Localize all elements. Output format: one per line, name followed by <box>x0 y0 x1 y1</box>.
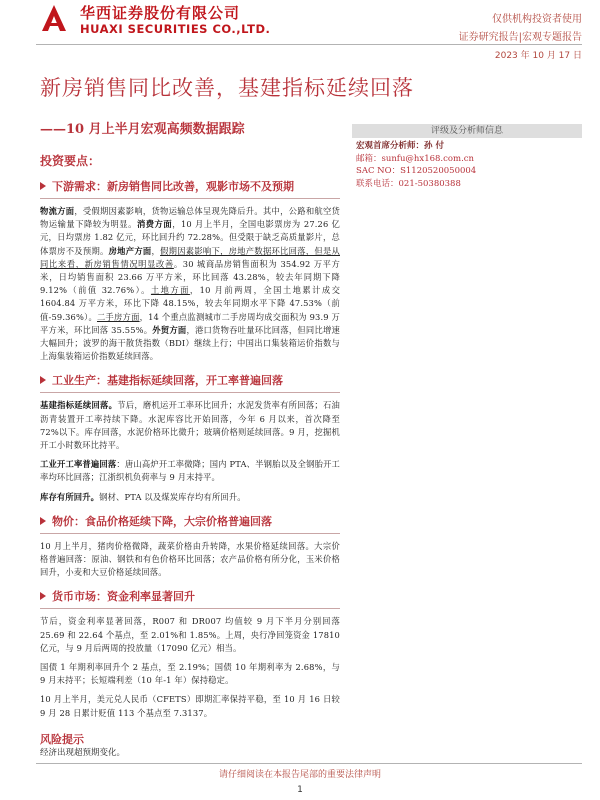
triangle-bullet-icon <box>40 592 46 600</box>
section-heading-demand: 下游需求：新房销售同比改善，观影市场不及预期 <box>40 178 340 194</box>
triangle-bullet-icon <box>40 517 46 525</box>
money-market-paragraph-2: 国债 1 年期利率回升个 2 基点，至 2.19%；国债 10 年期利率为 2.68%，与 9 月末持平；长短端利差（10 年-1 年）保持稳定。 <box>40 662 340 686</box>
section-heading-money-market: 货币市场：资金利率显著回升 <box>40 588 340 604</box>
triangle-bullet-icon <box>40 376 46 384</box>
header-divider <box>36 44 582 45</box>
analyst-email[interactable]: 邮箱：sunfu@hx168.com.cn <box>356 153 475 164</box>
page-number: 1 <box>297 785 303 795</box>
section-divider <box>40 198 340 199</box>
section-heading-industry: 工业生产：基建指标延续回落，开工率普遍回落 <box>40 372 340 388</box>
section-divider <box>40 392 340 393</box>
prices-paragraph: 10 月上半月，猪肉价格微降，蔬菜价格由升转降，水果价格延续回落。大宗价格普遍回落：原油、钢铁和有色价格环比回落；农产品价格有所分化，玉米价格回升，小麦和大豆价格延续回落。 <box>40 540 340 578</box>
company-name-en: HUAXI SECURITIES CO.,LTD. <box>80 22 271 36</box>
triangle-bullet-icon <box>40 182 46 190</box>
analyst-phone: 联系电话：021-50380388 <box>356 178 461 189</box>
money-market-paragraph-3: 10 月上半月，美元兑人民币（CFETS）即期汇率保持平稳，至 10 月 16 日较 9 月 28 日累计贬值 113 个基点至 7.3137。 <box>40 694 340 718</box>
analyst-sac-number: SAC NO：S1120520050004 <box>356 166 477 176</box>
report-title: 新房销售同比改善，基建指标延续回落 <box>40 76 414 100</box>
audience-tagline: 仅供机构投资者使用 <box>492 14 582 25</box>
section-divider <box>40 608 340 609</box>
report-type: 证券研究报告|宏观专题报告 <box>458 32 582 43</box>
operating-rate-paragraph: 工业开工率普遍回落：唐山高炉开工率微降；国内 PTA、半钢胎以及全钢胎开工率均环比回落；江浙织机负荷率与 9 月末持平。 <box>40 459 340 483</box>
huaxi-logo-icon <box>38 3 70 33</box>
legal-disclaimer-note: 请仔细阅读在本报告尾部的重要法律声明 <box>218 770 381 780</box>
report-header <box>0 0 600 62</box>
main-content <box>40 150 340 720</box>
risk-warning-heading: 风险提示 <box>40 733 84 746</box>
inventory-paragraph: 库存有所回升。钢材、PTA 以及煤炭库存均有所回升。 <box>40 491 246 502</box>
report-subtitle: ——10 月上半月宏观高频数据跟踪 <box>40 122 245 137</box>
report-date: 2023 年 10 月 17 日 <box>494 51 582 61</box>
money-market-paragraph-1: 节后，资金利率显著回落，R007 和 DR007 均值较 9 月下半月分别回落 25.69 和 22.64 个基点，至 2.01%和 1.85%。上周，央行净回笼资金 17810 亿元，与 9 月后两周的投放量（17090 亿元）相当。 <box>40 616 340 653</box>
footer-divider <box>36 763 582 764</box>
demand-paragraph: 物流方面，受假期因素影响，货物运输总体呈现先降后升。其中，公路和航空货物运输量下降较为明显。消费方面，10 月上半月，全国电影票房为 27.26 亿元，日均票房 1.82 亿元，环比回升约 72.28%。但受限于缺乏高质量影片，总体票房不及预期。房地产方面，假期因素影响下，房地产数据环比回落，但是从同比来看，新房销售情况明显改善。30 城商品房销售面积为 354.92 万平方米，日均销售面积 23.66 万平方米，环比回落 43.28%，较去年同期下降 9.12%（前值 32.76%）。土地方面，10 月前两周，全国土地累计成交 1604.84 万平方米，环比下降 48.15%，较去年同期水平下降 47.53%（前值-59.36%）。二手房方面，14 个重点监测城市二手房周均成交面积为 93.9 万平方米，环比回落 35.55%。外贸方面，港口货物吞吐量环比回落，但同比增速大幅回升；波罗的海干散货指数（BDI）继续上行；中国出口集装箱运价指数与上海集装箱运价指数延续回落。 <box>40 206 341 362</box>
infrastructure-paragraph: 基建指标延续回落。节后，磨机运开工率环比回升；水泥发货率有所回落；石油沥青装置开工率持续下降。水泥库容比开始回落，今年 6 月以来，首次降至 72%以下。库存回落，水泥价格环比微升；玻璃价格则延续回落。9 月，挖掘机开工小时数环比持平。 <box>40 400 341 451</box>
investment-highlights-heading: 投资要点： <box>40 154 101 168</box>
analyst-info-box <box>352 124 582 196</box>
section-heading-prices: 物价：食品价格延续下降，大宗价格普遍回落 <box>40 513 340 529</box>
section-divider <box>40 533 340 534</box>
company-name-cn: 华西证券股份有限公司 <box>80 4 241 22</box>
risk-warning-text: 经济出现超预期变化。 <box>40 748 126 758</box>
analyst-name: 宏观首席分析师：孙 付 <box>356 141 444 151</box>
analyst-box-header: 评级及分析师信息 <box>352 124 582 138</box>
